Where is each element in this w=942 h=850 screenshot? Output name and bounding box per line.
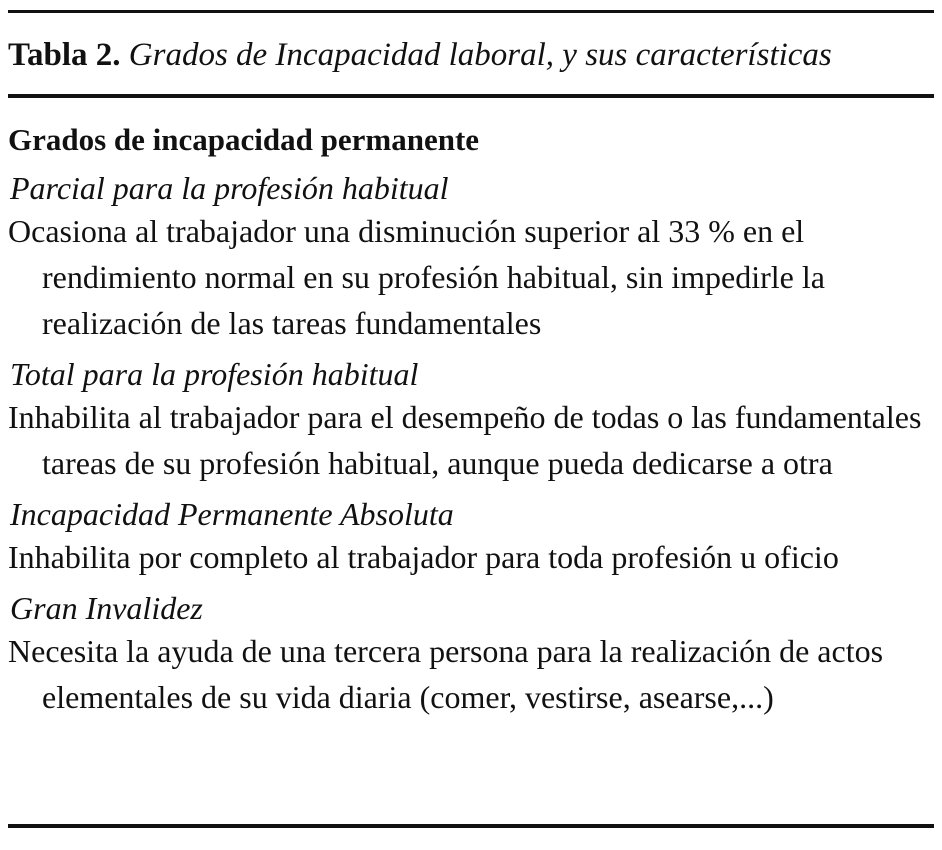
entry-title: Total para la profesión habitual bbox=[10, 356, 419, 392]
entry-description: Necesita la ayuda de una tercera persona para la realización de actos elementales de su vida diaria (comer, vestirse, asearse,...) bbox=[8, 633, 884, 715]
entry-total bbox=[8, 354, 934, 486]
section-heading: Grados de incapacidad permanente bbox=[8, 122, 480, 157]
caption-text: Grados de Incapacidad laboral, y sus características bbox=[128, 37, 832, 73]
entry-title: Parcial para la profesión habitual bbox=[10, 170, 449, 206]
table-container bbox=[8, 10, 934, 720]
entry-parcial bbox=[8, 168, 934, 346]
table-caption bbox=[8, 35, 934, 75]
entry-description: Inhabilita al trabajador para el desempeño de todas o las fundamentales tareas de su profesión habitual, aunque pueda dedicarse a otra bbox=[8, 399, 922, 481]
entry-absoluta bbox=[8, 494, 934, 580]
entry-title: Incapacidad Permanente Absoluta bbox=[10, 496, 454, 532]
entry-description: Inhabilita por completo al trabajador para toda profesión u oficio bbox=[8, 539, 839, 575]
top-rule bbox=[8, 10, 934, 13]
header-rule bbox=[8, 94, 934, 98]
bottom-rule bbox=[8, 824, 934, 828]
entry-gran-invalidez bbox=[8, 588, 934, 720]
caption-label: Tabla 2. bbox=[8, 37, 121, 73]
entry-description: Ocasiona al trabajador una disminución superior al 33 % en el rendimiento normal en su profesión habitual, sin impedirle la realización de las tareas fundamentales bbox=[8, 213, 825, 341]
entry-title: Gran Invalidez bbox=[10, 590, 203, 626]
